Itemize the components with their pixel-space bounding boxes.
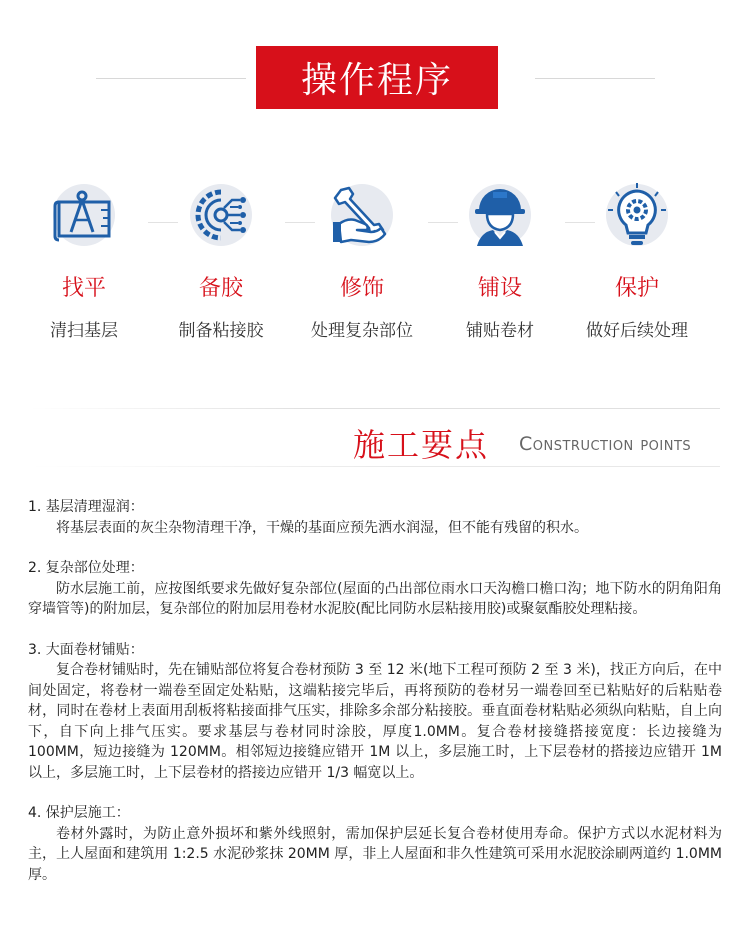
step-name: 铺设 (477, 276, 522, 301)
step-desc: 处理复杂部位 (311, 321, 413, 341)
point-body: 防水层施工前，应按图纸要求先做好复杂部位(屋面的凸出部位雨水口天沟檐口檐口沟；地下防水的阴角阳角穿墙管等)的附加层，复杂部位的附加层用卷材水泥胶(配比同防水层粘接用胶)或聚氨酯胶处理粘接。 (28, 580, 722, 617)
gear-circuit-icon (186, 180, 256, 250)
worker-helmet-icon (465, 180, 535, 250)
step-finish (292, 180, 432, 342)
page-title: 操作程序 (256, 46, 498, 109)
hand-wrench-icon (327, 180, 397, 250)
step-lay (430, 180, 570, 342)
step-desc: 做好后续处理 (586, 321, 688, 341)
step-glue (151, 180, 291, 342)
title-divider-right (535, 78, 655, 79)
point-item (28, 803, 722, 885)
section-subtitle: Construction points (519, 433, 692, 455)
step-name: 修饰 (339, 276, 384, 301)
blueprint-compass-icon (49, 180, 119, 250)
point-title: 2. 复杂部位处理： (28, 560, 144, 576)
step-desc: 铺贴卷材 (466, 321, 534, 341)
step-protect (567, 180, 707, 342)
point-body: 复合卷材铺贴时，先在铺贴部位将复合卷材预防 3 至 12 米(地下工程可预防 2 至 3 米)，找正方向后，在中间处固定，将卷材一端卷至固定处粘贴，这端粘接完毕后，再将预防的卷材另一端卷回至已粘贴好的后粘贴卷材，同时在卷材上表面用刮板将粘接面排气压实，排除多余部分粘接胶。垂直面卷材粘贴必须纵向粘贴，自上向下，自下向上排气压实。要求基层与卷材同时涂胶，厚度1.0MM。复合卷材接缝搭接宽度：长边接缝为 100MM，短边接缝为 120MM。相邻短边接缝应错开 1M 以上，多层施工时，上下层卷材的搭接边应错开 1M 以上，多层施工时，上下层卷材的搭接边应错开 1/3 幅宽以上。 (28, 662, 722, 781)
step-name: 备胶 (198, 276, 243, 301)
point-item (28, 497, 722, 538)
step-desc: 制备粘接胶 (178, 321, 264, 341)
point-title: 4. 保护层施工： (28, 805, 130, 821)
section-divider-top (30, 408, 720, 409)
point-title: 1. 基层清理湿润： (28, 499, 144, 515)
point-title: 3. 大面卷材铺贴： (28, 641, 144, 658)
point-item (28, 640, 722, 784)
point-item (28, 558, 722, 620)
step-name: 保护 (614, 276, 659, 301)
point-body: 卷材外露时，为防止意外损坏和紫外线照射，需加保护层延长复合卷材使用寿命。保护方式以水泥材料为主，上人屋面和建筑用 1:2.5 水泥砂浆抹 20MM 厚，非上人屋面和非久性建筑可采用水泥胶涂刷两道约 1.0MM 厚。 (28, 825, 722, 883)
section-title: 施工要点 (353, 426, 490, 464)
section-divider-bottom (30, 466, 720, 467)
step-name: 找平 (61, 276, 106, 301)
process-steps (0, 180, 750, 360)
point-body: 将基层表面的灰尘杂物清理干净，干燥的基面应预先洒水润湿，但不能有残留的积水。 (56, 519, 588, 536)
title-divider-left (96, 78, 246, 79)
construction-points (28, 497, 722, 905)
lightbulb-gear-icon (602, 180, 672, 250)
step-level (14, 180, 154, 342)
step-desc: 清扫基层 (50, 321, 118, 341)
